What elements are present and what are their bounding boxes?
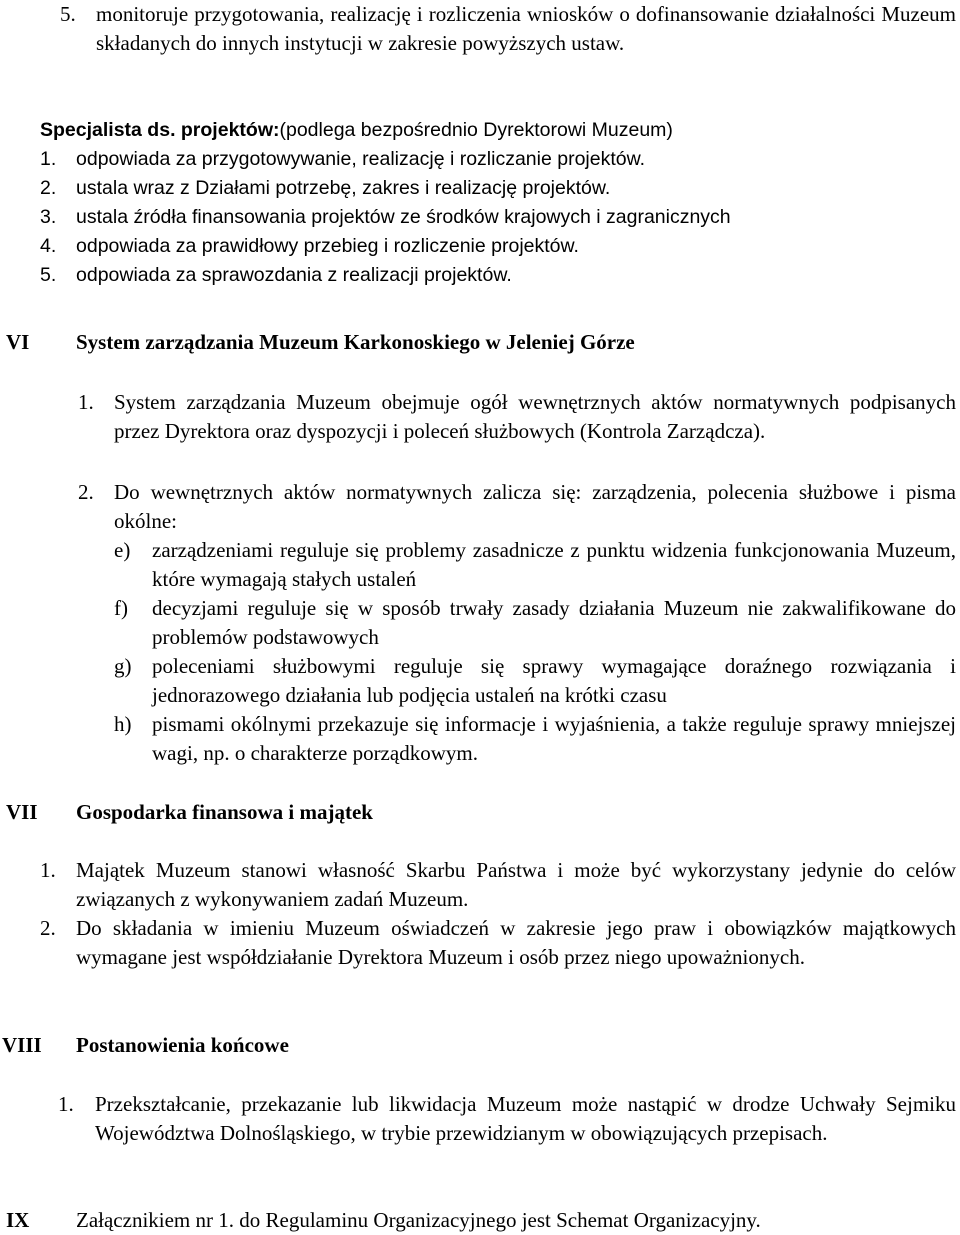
section-ix-text: Załącznikiem nr 1. do Regulaminu Organizacyjnego jest Schemat Organizacyjny. <box>76 1208 761 1232</box>
specialist-item-5 <box>40 261 940 290</box>
list-item-text: odpowiada za sprawozdania z realizacji projektów. <box>76 264 512 286</box>
section-vii-title: Gospodarka finansowa i majątek <box>76 800 373 824</box>
section-vi-subitem-f <box>114 594 956 652</box>
list-item-text: System zarządzania Muzeum obejmuje ogół wewnętrznych aktów normatywnych podpisanych przez Dyrektora oraz dyspozycji i poleceń służbowych (Kontrola Zarządcza). <box>114 390 956 443</box>
list-number: 3. <box>40 206 57 228</box>
section-vii-item-2 <box>40 914 956 972</box>
section-vi-subitem-e <box>114 536 956 594</box>
list-number: 2. <box>40 177 57 199</box>
list-item-text: Majątek Muzeum stanowi własność Skarbu Państwa i może być wykorzystany jedynie do celów związanych z wykonywaniem zadań Muzeum. <box>76 858 956 911</box>
specialist-item-4 <box>40 232 940 261</box>
list-letter: f) <box>114 596 128 620</box>
list-item-text: pismami okólnymi przekazuje się informacje i wyjaśnienia, a także reguluje sprawy mniejszej wagi, np. o charakterze porządkowym. <box>152 712 956 765</box>
list-number: 1. <box>58 1092 74 1116</box>
section-vi-number: VI <box>6 330 30 354</box>
list-number: 5. <box>40 264 57 286</box>
top-list-item-5 <box>60 0 956 58</box>
list-item-text: zarządzeniami reguluje się problemy zasadnicze z punktu widzenia funkcjonowania Muzeum, które wymagają stałych ustaleń <box>152 538 956 591</box>
list-number: 1. <box>78 390 94 414</box>
section-vii-item-1 <box>40 856 956 914</box>
list-letter: e) <box>114 538 131 562</box>
specialist-list <box>40 145 940 290</box>
list-item-text: odpowiada za przygotowywanie, realizację i rozliczanie projektów. <box>76 148 646 170</box>
list-number: 1. <box>40 148 57 170</box>
section-vi-subitem-h <box>114 710 956 768</box>
list-number: 1. <box>40 858 56 882</box>
list-item-text: ustala źródła finansowania projektów ze środków krajowych i zagranicznych <box>76 206 731 228</box>
section-vi-subitem-g <box>114 652 956 710</box>
section-vi-item-1 <box>78 388 956 446</box>
section-viii-title: Postanowienia końcowe <box>76 1033 289 1057</box>
section-vi-title: System zarządzania Muzeum Karkonoskiego w Jeleniej Górze <box>76 330 635 354</box>
list-item-text: Przekształcanie, przekazanie lub likwidacja Muzeum może nastąpić w drodze Uchwały Sejmiku Województwa Dolnośląskiego, w trybie przewidzianym w obowiązujących przepisach. <box>95 1092 956 1145</box>
list-letter: h) <box>114 712 132 736</box>
specialist-item-3 <box>40 203 940 232</box>
section-vii-number: VII <box>6 800 38 824</box>
list-number: 2. <box>78 480 94 504</box>
section-ix-number: IX <box>6 1208 30 1232</box>
section-viii-number: VIII <box>2 1033 42 1057</box>
list-number: 2. <box>40 916 56 940</box>
list-item-text: ustala wraz z Działami potrzebę, zakres i realizację projektów. <box>76 177 611 199</box>
list-item-text: decyzjami reguluje się w sposób trwały zasady działania Muzeum nie zakwalifikowane do problemów podstawowych <box>152 596 956 649</box>
list-item-text: odpowiada za prawidłowy przebieg i rozliczenie projektów. <box>76 235 579 257</box>
list-number: 5. <box>60 2 76 26</box>
specialist-heading-rest: (podlega bezpośrednio Dyrektorowi Muzeum) <box>279 119 673 141</box>
list-item-text: Do wewnętrznych aktów normatywnych zalicza się: zarządzenia, polecenia służbowe i pisma okólne: <box>114 480 956 533</box>
list-letter: g) <box>114 654 132 678</box>
specialist-heading <box>40 116 673 145</box>
specialist-item-2 <box>40 174 940 203</box>
list-item-text: monitoruje przygotowania, realizację i rozliczenia wniosków o dofinansowanie działalności Muzeum składanych do innych instytucji w zakresie powyższych ustaw. <box>96 2 956 55</box>
list-item-text: Do składania w imieniu Muzeum oświadczeń w zakresie jego praw i obowiązków majątkowych wymagane jest współdziałanie Dyrektora Muzeum i osób przez niego upoważnionych. <box>76 916 956 969</box>
list-number: 4. <box>40 235 57 257</box>
specialist-heading-bold: Specjalista ds. projektów: <box>40 119 280 141</box>
section-vi-item-2 <box>78 478 956 536</box>
specialist-item-1 <box>40 145 940 174</box>
list-item-text: poleceniami służbowymi reguluje się sprawy wymagające doraźnego rozwiązania i jednorazowego działania lub podjęcia ustaleń na krótki czasu <box>152 654 956 707</box>
section-viii-item-1 <box>58 1090 956 1148</box>
